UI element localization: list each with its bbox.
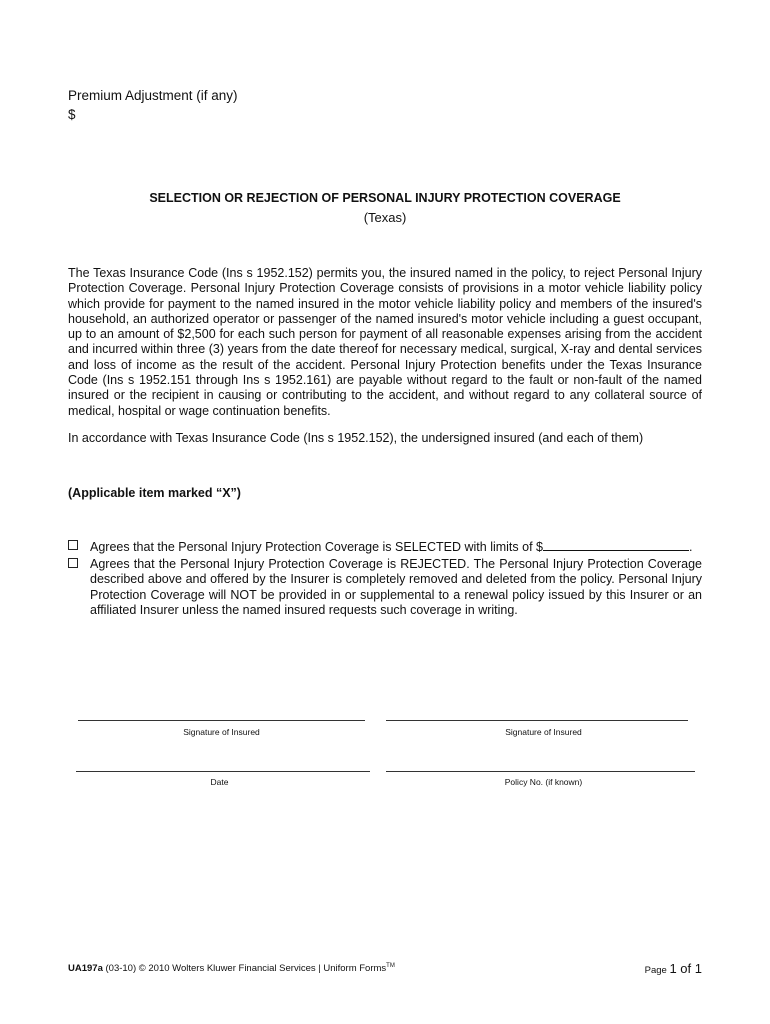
trademark-mark: TM [386, 963, 395, 969]
select-coverage-checkbox[interactable] [68, 540, 78, 550]
premium-adjustment-label: Premium Adjustment (if any) [68, 88, 238, 103]
premium-currency-symbol: $ [68, 107, 76, 122]
policy-number-line[interactable] [386, 771, 695, 772]
accordance-paragraph: In accordance with Texas Insurance Code (Ins s 1952.152), the undersigned insured (and each of them) [68, 431, 644, 445]
form-code: UA197a [68, 963, 103, 975]
form-subtitle: (Texas) [363, 210, 407, 225]
form-title: SELECTION OR REJECTION OF PERSONAL INJURY PROTECTION COVERAGE [149, 191, 621, 205]
option-selected-text: Agrees that the Personal Injury Protection Coverage is SELECTED with limits of $ [90, 540, 543, 554]
signature-label-1: Signature of Insured [183, 727, 260, 737]
signature-line-2[interactable] [386, 720, 688, 721]
page-number: 1 of 1 [669, 961, 702, 976]
signature-label-2: Signature of Insured [505, 727, 582, 737]
reject-coverage-checkbox[interactable] [68, 558, 78, 568]
option-selected-end: . [688, 540, 693, 554]
date-line[interactable] [76, 771, 370, 772]
limits-amount-field[interactable] [543, 539, 689, 551]
option-selected [68, 539, 702, 555]
intro-paragraph: The Texas Insurance Code (Ins s 1952.152) permits you, the insured named in the policy, to reject Personal Injury Protection Coverage. Personal Injury Protection Coverage consists of provisions in a motor vehicle liability policy which provide for payment to the named insured in the motor vehicle liability policy and members of the insured's household, an authorized operator or passenger of the named insured's motor vehicle including a guest occupant, up to an amount of $2,500 for each such person for payment of all reasonable expenses arising from the accident and incurred within three (3) years from the date thereof for necessary medical, surgical, X-ray and dental services and loss of income as the result of the accident. Personal Injury Protection benefits under the Texas Insurance Code (Ins s 1952.151 through Ins s 1952.161) are payable without regard to the fault or non-fault of the named insured or the recipient in causing or contributing to the accident, and without regard to any collateral source of medical, hospital or wage continuation benefits. [68, 266, 702, 418]
instruction-text: (Applicable item marked “X”) [68, 486, 241, 500]
footer-form-info [68, 963, 395, 974]
page-indicator [560, 961, 702, 976]
option-rejected [68, 557, 702, 618]
option-rejected-text: Agrees that the Personal Injury Protection Coverage is REJECTED. The Personal Injury Protection Coverage described above and offered by the Insurer is completely removed and deleted from the policy. Personal Injury Protection Coverage will NOT be provided in or supplemental to a renewal policy issued by this Insurer or an affiliated Insurer unless the named insured requests such coverage in writing. [90, 557, 702, 617]
policy-number-label: Policy No. (if known) [504, 777, 583, 787]
page-word: Page [644, 965, 670, 976]
footer-copyright: (03-10) © 2010 Wolters Kluwer Financial Services | Uniform Forms [102, 963, 387, 975]
date-label: Date [210, 777, 229, 787]
signature-line-1[interactable] [78, 720, 365, 721]
